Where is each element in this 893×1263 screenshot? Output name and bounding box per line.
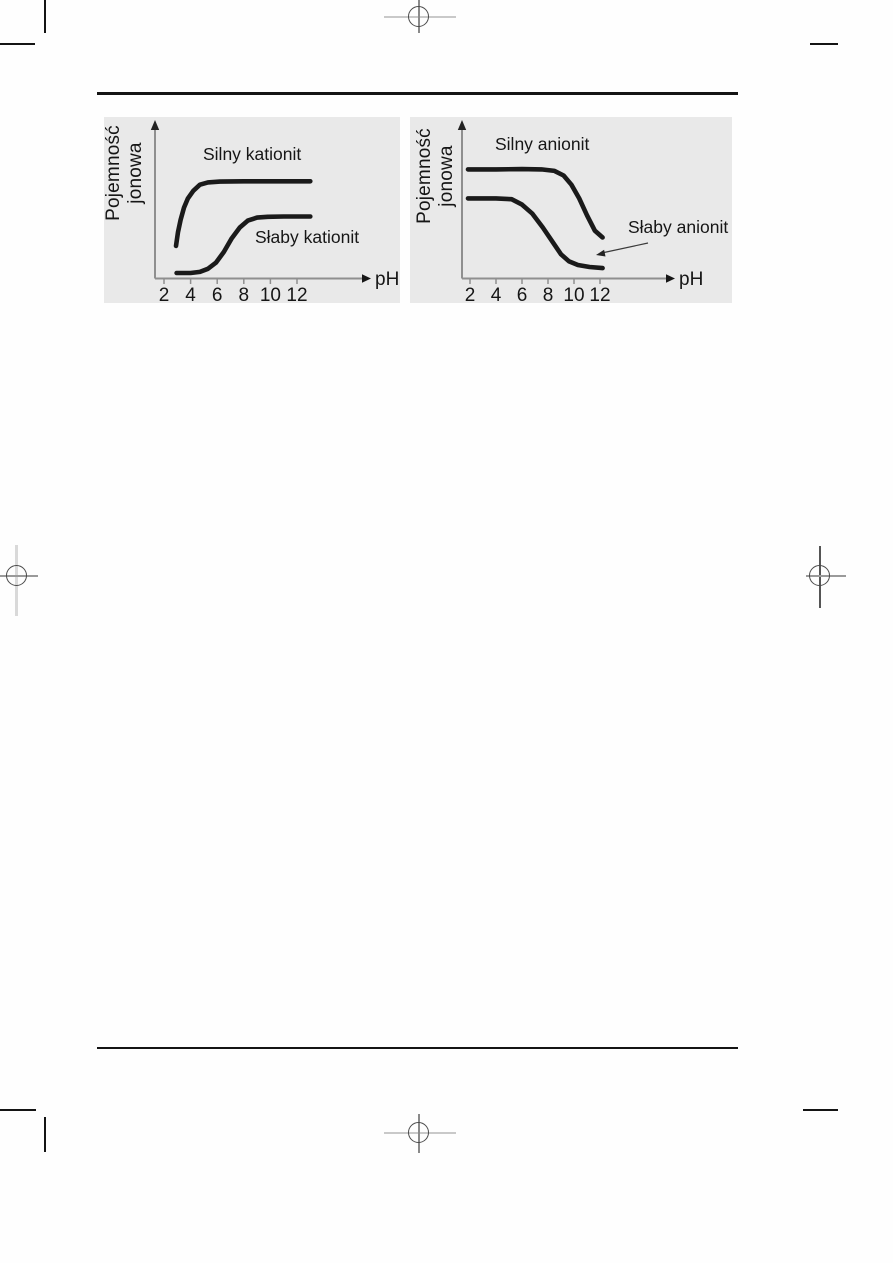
tick-label: 12 [589, 285, 611, 306]
tick-label: 8 [238, 285, 250, 306]
curve-label-slaby-anionit: Słaby anionit [628, 217, 729, 237]
tick-label: 2 [158, 285, 170, 306]
y-axis-label-line1: Pojemność [103, 125, 124, 221]
bottom-rule [97, 1047, 738, 1049]
tick-label: 10 [563, 285, 585, 306]
crop-mark-top-left-vertical [44, 0, 46, 33]
crop-mark-bottom-left-vertical [44, 1117, 46, 1152]
y-axis-arrowhead-icon [151, 120, 159, 130]
y-axis-label-line2: jonowa [125, 142, 146, 204]
crop-mark-top-right-horizontal [810, 43, 838, 45]
tick-label: 4 [490, 285, 502, 306]
tick-label: 12 [286, 285, 308, 306]
x-axis-title: pH [375, 269, 400, 290]
tick-label: 6 [516, 285, 528, 306]
curve-label-silny-anionit: Silny anionit [495, 134, 590, 154]
crop-mark-bottom-right-horizontal [803, 1109, 838, 1111]
chart-anion-exchangers [410, 117, 732, 306]
registration-circle [408, 1122, 429, 1143]
y-axis-label-line2: jonowa [436, 145, 457, 207]
registration-circle [408, 6, 429, 27]
tick-label: 6 [211, 285, 223, 306]
tick-label: 8 [542, 285, 554, 306]
crop-mark-top-left-horizontal [0, 43, 35, 45]
registration-circle [6, 565, 27, 586]
top-rule [97, 92, 738, 95]
x-axis-title: pH [679, 269, 704, 290]
x-axis-arrowhead-icon [362, 274, 371, 283]
tick-label: 4 [185, 285, 196, 306]
annotation-arrowhead-icon [596, 250, 606, 257]
y-axis-label-line1: Pojemność [414, 128, 435, 224]
x-axis-arrowhead-icon [666, 274, 675, 283]
tick-label: 10 [259, 285, 281, 306]
crop-mark-bottom-left-horizontal [0, 1109, 36, 1111]
chart-cation-exchangers [103, 117, 400, 306]
annotation-arrow-line [604, 243, 648, 253]
y-axis-arrowhead-icon [458, 120, 466, 130]
data-curve [468, 169, 603, 237]
curve-label-slaby-kationit: Słaby kationit [255, 227, 360, 247]
tick-label: 2 [464, 285, 476, 306]
curve-label-silny-kationit: Silny kationit [203, 144, 302, 164]
registration-circle [809, 565, 830, 586]
